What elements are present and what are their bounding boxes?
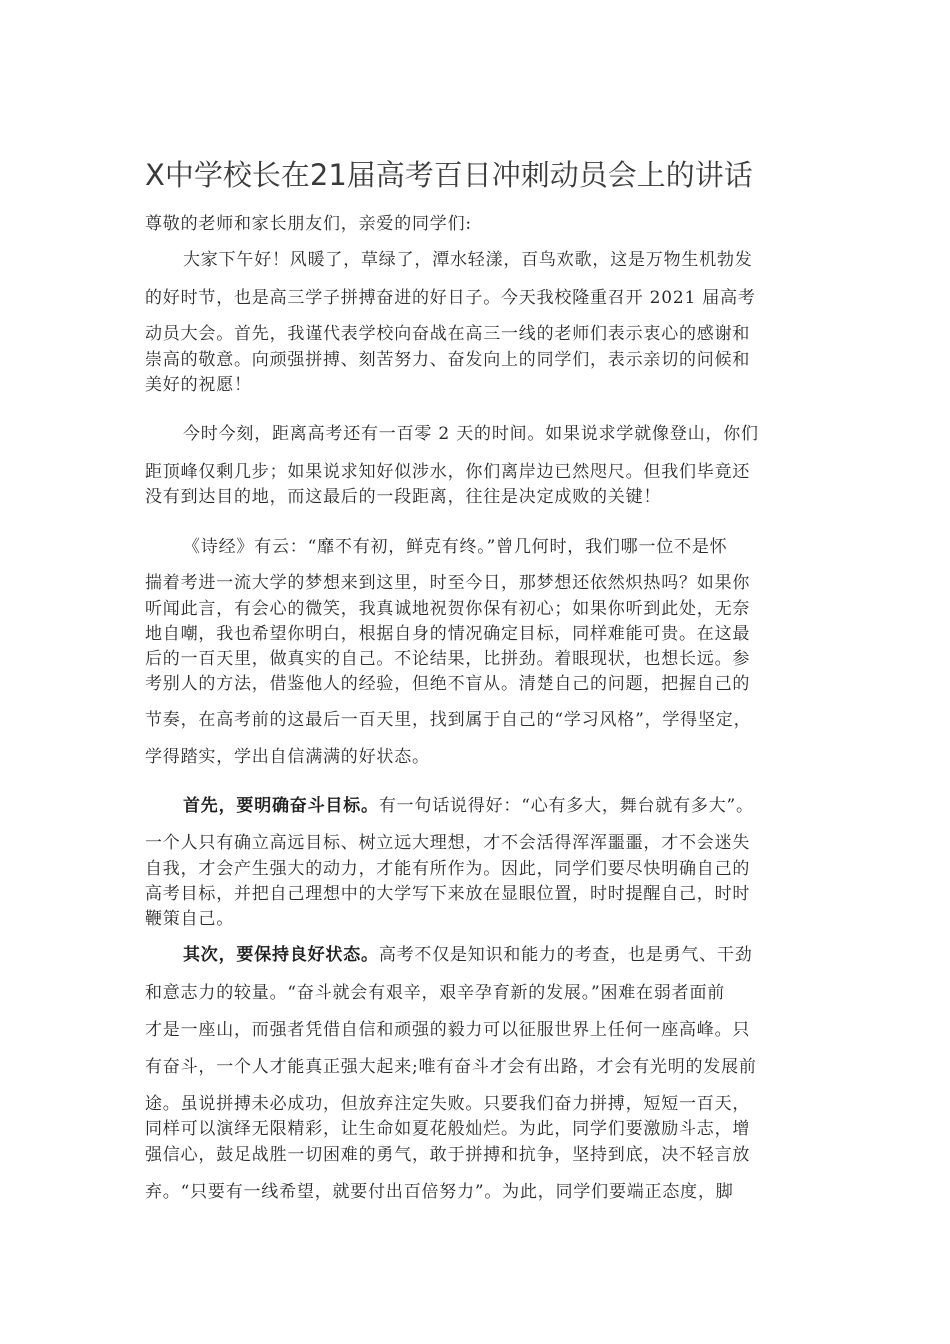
paragraph-line: 和意志力的较量。“奋斗就会有艰辛，艰辛孕育新的发展。”困难在弱者面前 <box>145 983 726 1003</box>
paragraph-line: 学得踏实，学出自信满满的好状态。 <box>145 747 430 767</box>
paragraph-line: 揣着考进一流大学的梦想来到这里，时至今日，那梦想还依然炽热吗？如果你 <box>145 573 751 593</box>
paragraph-line: 有奋斗，一个人才能真正强大起来;唯有奋斗才会有出路，才会有光明的发展前 <box>145 1057 757 1077</box>
paragraph-line: 一个人只有确立高远目标、树立远大理想，才不会活得浑浑噩噩，才不会迷失 <box>145 833 751 853</box>
paragraph-line: 距顶峰仅剩几步；如果说求知好似涉水，你们离岸边已然咫尺。但我们毕竟还 <box>145 462 751 482</box>
paragraph-line <box>183 794 815 818</box>
paragraph-text: 有一句话说得好：“心有多大，舞台就有多大”。 <box>378 796 754 816</box>
paragraph-line: 后的一百天里，做真实的自己。不论结果，比拼劲。着眼现状，也想长远。参 <box>145 649 751 669</box>
paragraph-line: 弃。“只要有一线希望，就要付出百倍努力”。为此，同学们要端正态度，脚 <box>145 1182 734 1202</box>
section-heading: 首先，要明确奋斗目标。 <box>183 796 379 816</box>
paragraph-line: 鞭策自己。 <box>145 909 234 929</box>
paragraph-line: 崇高的敬意。向顽强拼搏、刻苦努力、奋发向上的同学们，表示亲切的问候和 <box>145 350 751 370</box>
paragraph-line: 美好的祝愿！ <box>145 375 252 395</box>
paragraph-line: 大家下午好！风暖了，草绿了，潭水轻漾，百鸟欢歌，这是万物生机勃发 <box>183 250 753 270</box>
greeting: 尊敬的老师和家长朋友们，亲爱的同学们: <box>145 214 472 234</box>
paragraph-line: 途。虽说拼搏未必成功，但放弃注定失败。只要我们奋力拼搏，短短一百天， <box>145 1094 751 1114</box>
section-heading: 其次，要保持良好状态。 <box>183 945 379 965</box>
paragraph-line: 动员大会。首先，我谨代表学校向奋战在高三一线的老师们表示衷心的感谢和 <box>145 324 751 344</box>
document-title: X中学校长在21届高考百日冲刺动员会上的讲话 <box>145 158 753 192</box>
paragraph-line: 今时今刻，距离高考还有一百零 2 天的时间。如果说求学就像登山，你们 <box>183 424 759 444</box>
paragraph-line <box>183 943 815 967</box>
paragraph-line: 听闻此言，有会心的微笑，我真诚地祝贺你保有初心；如果你听到此处，无奈 <box>145 599 751 619</box>
paragraph-line: 节奏，在高考前的这最后一百天里，找到属于自己的“学习风格”，学得坚定， <box>145 710 752 730</box>
paragraph-line: 地自嘲，我也希望你明白，根据自身的情况确定目标，同样难能可贵。在这最 <box>145 624 751 644</box>
paragraph-line: 考别人的方法，借鉴他人的经验，但绝不盲从。清楚自己的问题，把握自己的 <box>145 674 751 694</box>
paragraph-line: 才是一座山，而强者凭借自信和顽强的毅力可以征服世界上任何一座高峰。只 <box>145 1020 751 1040</box>
paragraph-line: 自我，才会产生强大的动力，才能有所作为。因此，同学们要尽快明确自己的 <box>145 859 751 879</box>
paragraph-line: 的好时节，也是高三学子拼搏奋进的好日子。今天我校隆重召开 2021 届高考 <box>145 288 756 308</box>
paragraph-line: 同样可以演绎无限精彩，让生命如夏花般灿烂。为此，同学们要激励斗志，增 <box>145 1119 751 1139</box>
paragraph-line: 高考目标，并把自己理想中的大学写下来放在显眼位置，时时提醒自己，时时 <box>145 884 751 904</box>
paragraph-line: 《诗经》有云：“靡不有初，鲜克有终。”曾几何时，我们哪一位不是怀 <box>183 537 728 557</box>
paragraph-line: 强信心，鼓足战胜一切困难的勇气，敢于拼搏和抗争，坚持到底，决不轻言放 <box>145 1145 751 1165</box>
paragraph-line: 没有到达目的地，而这最后的一段距离，往往是决定成败的关键！ <box>145 487 662 507</box>
paragraph-text: 高考不仅是知识和能力的考查，也是勇气、干劲 <box>378 945 753 965</box>
